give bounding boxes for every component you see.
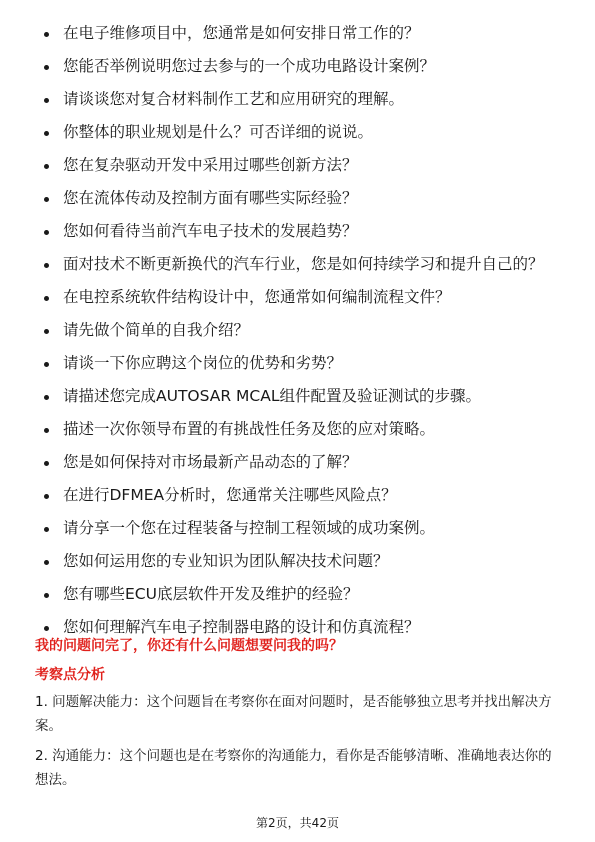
analysis-list — [35, 690, 565, 798]
bullet-icon — [44, 362, 49, 367]
question-item — [28, 286, 568, 309]
question-item — [28, 220, 568, 243]
bullet-icon — [44, 560, 49, 565]
bullet-icon — [44, 461, 49, 466]
question-item — [28, 55, 568, 78]
question-text: 描述一次你领导布置的有挑战性任务及您的应对策略。 — [63, 420, 436, 438]
bullet-icon — [44, 395, 49, 400]
question-text: 在电控系统软件结构设计中，您通常如何编制流程文件？ — [63, 288, 451, 306]
bullet-icon — [44, 263, 49, 268]
question-text: 您是如何保持对市场最新产品动态的了解？ — [63, 453, 358, 471]
page-number: 第2页，共42页 — [256, 816, 339, 830]
bullet-icon — [44, 164, 49, 169]
question-item — [28, 154, 568, 177]
analysis-point: 2. 沟通能力：这个问题也是在考察你的沟通能力，看你是否能够清晰、准确地表达你的想法。 — [35, 748, 552, 788]
bullet-icon — [44, 296, 49, 301]
question-item — [28, 253, 568, 276]
question-text: 您如何看待当前汽车电子技术的发展趋势？ — [63, 222, 358, 240]
bullet-icon — [44, 131, 49, 136]
question-text: 在进行DFMEA分析时，您通常关注哪些风险点？ — [63, 486, 397, 504]
bullet-icon — [44, 428, 49, 433]
question-text: 面对技术不断更新换代的汽车行业，您是如何持续学习和提升自己的？ — [63, 255, 544, 273]
question-text: 请先做个简单的自我介绍？ — [63, 321, 250, 339]
bullet-icon — [44, 329, 49, 334]
question-item — [28, 22, 568, 45]
question-item — [28, 484, 568, 507]
question-item — [28, 517, 568, 540]
bullet-icon — [44, 197, 49, 202]
question-text: 请分享一个您在过程装备与控制工程领域的成功案例。 — [63, 519, 436, 537]
question-text: 您在流体传动及控制方面有哪些实际经验？ — [63, 189, 358, 207]
question-item — [28, 352, 568, 375]
question-list — [28, 22, 568, 649]
question-text: 在电子维修项目中，您通常是如何安排日常工作的？ — [63, 24, 420, 42]
bullet-icon — [44, 65, 49, 70]
question-text: 请谈谈您对复合材料制作工艺和应用研究的理解。 — [63, 90, 405, 108]
question-text: 您在复杂驱动开发中采用过哪些创新方法？ — [63, 156, 358, 174]
bullet-icon — [44, 230, 49, 235]
question-item — [28, 451, 568, 474]
question-text: 您如何运用您的专业知识为团队解决技术问题？ — [63, 552, 389, 570]
question-item — [28, 121, 568, 144]
analysis-title: 考察点分析 — [35, 667, 105, 683]
question-text: 请描述您完成AUTOSAR MCAL组件配置及验证测试的步骤。 — [63, 387, 481, 405]
question-item — [28, 583, 568, 606]
question-item — [28, 319, 568, 342]
bullet-icon — [44, 593, 49, 598]
question-text: 您能否举例说明您过去参与的一个成功电路设计案例？ — [63, 57, 436, 75]
bullet-icon — [44, 527, 49, 532]
bullet-icon — [44, 626, 49, 631]
analysis-point: 1. 问题解决能力：这个问题旨在考察你在面对问题时，是否能够独立思考并找出解决方案。 — [35, 694, 552, 734]
question-text: 你整体的职业规划是什么？可否详细的说说。 — [63, 123, 374, 141]
question-item — [28, 550, 568, 573]
bullet-icon — [44, 494, 49, 499]
bullet-icon — [44, 98, 49, 103]
ending-question: 我的问题问完了，你还有什么问题想要问我的吗？ — [35, 638, 343, 654]
question-text: 您如何理解汽车电子控制器电路的设计和仿真流程？ — [63, 618, 420, 636]
question-item — [28, 88, 568, 111]
bullet-icon — [44, 32, 49, 37]
question-text: 您有哪些ECU底层软件开发及维护的经验？ — [63, 585, 359, 603]
question-text: 请谈一下你应聘这个岗位的优势和劣势？ — [63, 354, 343, 372]
question-item — [28, 187, 568, 210]
question-item — [28, 418, 568, 441]
question-item — [28, 385, 568, 408]
